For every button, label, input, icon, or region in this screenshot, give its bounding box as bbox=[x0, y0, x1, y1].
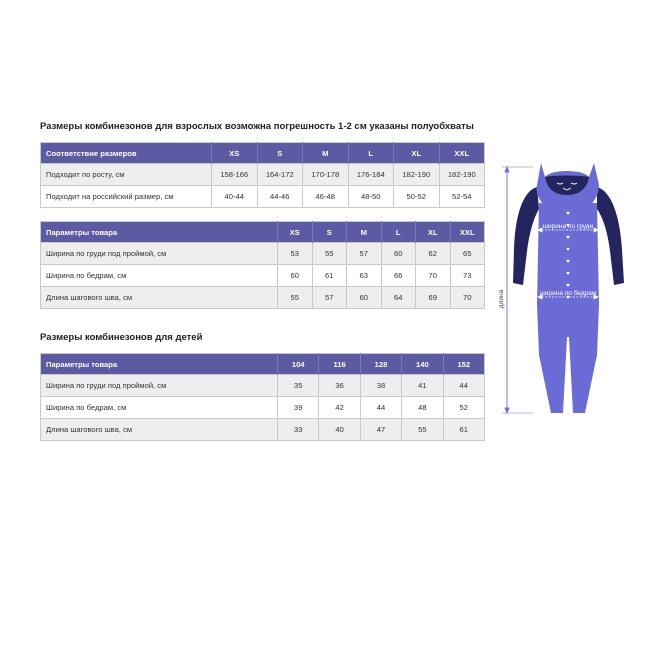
table-cell: 48 bbox=[402, 397, 443, 419]
table-cell: 50-52 bbox=[394, 186, 440, 208]
table-cell: 63 bbox=[347, 265, 382, 287]
adult-params-size-header: XS bbox=[278, 222, 313, 243]
kids-params-table bbox=[40, 353, 485, 441]
table-row bbox=[41, 397, 485, 419]
table-cell: 48-50 bbox=[348, 186, 394, 208]
table-cell: 61 bbox=[443, 419, 484, 441]
row-label: Подходит по росту, см bbox=[41, 164, 212, 186]
row-label: Ширина по бедрам, см bbox=[41, 397, 278, 419]
kids-params-size-header: 128 bbox=[360, 354, 401, 375]
table-cell: 182-190 bbox=[439, 164, 485, 186]
adult-params-table bbox=[40, 221, 485, 309]
left-sleeve bbox=[513, 187, 539, 285]
table-cell: 62 bbox=[416, 243, 451, 265]
adult-corr-header-label: Соответствие размеров bbox=[41, 143, 212, 164]
row-label: Ширина по груди под проймой, см bbox=[41, 243, 278, 265]
table-cell: 73 bbox=[450, 265, 485, 287]
table-cell: 38 bbox=[360, 375, 401, 397]
table-row bbox=[41, 265, 485, 287]
adult-title: Размеры комбинезонов для взрослых возможна погрешность 1-2 см указаны полуобхваты bbox=[40, 121, 474, 132]
hips-label: ширина по бедрам bbox=[539, 290, 597, 297]
table-cell: 182-190 bbox=[394, 164, 440, 186]
adult-corr-size-header: XS bbox=[212, 143, 258, 164]
adult-params-size-header: S bbox=[312, 222, 347, 243]
table-cell: 158-166 bbox=[212, 164, 258, 186]
row-label: Длина шагового шва, см bbox=[41, 287, 278, 309]
row-label: Ширина по груди под проймой, см bbox=[41, 375, 278, 397]
table-cell: 40-44 bbox=[212, 186, 258, 208]
adult-correspondence-table bbox=[40, 142, 485, 208]
table-row bbox=[41, 287, 485, 309]
table-cell: 55 bbox=[312, 243, 347, 265]
row-label: Длина шагового шва, см bbox=[41, 419, 278, 441]
table-cell: 52 bbox=[443, 397, 484, 419]
right-sleeve bbox=[597, 187, 624, 285]
table-cell: 44-46 bbox=[257, 186, 303, 208]
kids-params-size-header: 140 bbox=[402, 354, 443, 375]
table-row bbox=[41, 375, 485, 397]
table-cell: 170-178 bbox=[303, 164, 349, 186]
row-label: Ширина по бедрам, см bbox=[41, 265, 278, 287]
kids-params-size-header: 104 bbox=[278, 354, 319, 375]
kids-params-size-header: 152 bbox=[443, 354, 484, 375]
table-cell: 164-172 bbox=[257, 164, 303, 186]
table-cell: 44 bbox=[443, 375, 484, 397]
table-cell: 70 bbox=[450, 287, 485, 309]
table-cell: 53 bbox=[278, 243, 313, 265]
table-cell: 41 bbox=[402, 375, 443, 397]
adult-params-size-header: XXL bbox=[450, 222, 485, 243]
adult-params-size-header: XL bbox=[416, 222, 451, 243]
length-label: длина bbox=[498, 289, 505, 309]
table-cell: 60 bbox=[347, 287, 382, 309]
table-cell: 39 bbox=[278, 397, 319, 419]
table-cell: 52-54 bbox=[439, 186, 485, 208]
table-cell: 55 bbox=[402, 419, 443, 441]
row-label: Подходит на российский размер, см bbox=[41, 186, 212, 208]
adult-params-size-header: L bbox=[381, 222, 416, 243]
table-cell: 60 bbox=[381, 243, 416, 265]
adult-corr-size-header: XXL bbox=[439, 143, 485, 164]
adult-params-header-label: Параметры товара bbox=[41, 222, 278, 243]
adult-corr-size-header: M bbox=[303, 143, 349, 164]
table-row bbox=[41, 419, 485, 441]
table-cell: 57 bbox=[347, 243, 382, 265]
table-cell: 40 bbox=[319, 419, 360, 441]
table-cell: 69 bbox=[416, 287, 451, 309]
table-row bbox=[41, 243, 485, 265]
kids-params-header-label: Параметры товара bbox=[41, 354, 278, 375]
adult-corr-size-header: L bbox=[348, 143, 394, 164]
table-cell: 47 bbox=[360, 419, 401, 441]
table-cell: 44 bbox=[360, 397, 401, 419]
table-cell: 42 bbox=[319, 397, 360, 419]
cat-onesie-icon bbox=[493, 155, 643, 425]
kids-title: Размеры комбинезонов для детей bbox=[40, 332, 203, 343]
table-cell: 66 bbox=[381, 265, 416, 287]
chest-label: ширина по груди bbox=[542, 223, 594, 230]
adult-params-size-header: M bbox=[347, 222, 382, 243]
table-cell: 176-184 bbox=[348, 164, 394, 186]
kids-params-size-header: 116 bbox=[319, 354, 360, 375]
table-cell: 60 bbox=[278, 265, 313, 287]
table-cell: 65 bbox=[450, 243, 485, 265]
table-cell: 55 bbox=[278, 287, 313, 309]
table-cell: 64 bbox=[381, 287, 416, 309]
table-cell: 70 bbox=[416, 265, 451, 287]
table-row bbox=[41, 186, 485, 208]
body bbox=[537, 203, 599, 413]
table-cell: 61 bbox=[312, 265, 347, 287]
table-cell: 36 bbox=[319, 375, 360, 397]
adult-corr-size-header: XL bbox=[394, 143, 440, 164]
table-cell: 33 bbox=[278, 419, 319, 441]
table-cell: 35 bbox=[278, 375, 319, 397]
adult-corr-size-header: S bbox=[257, 143, 303, 164]
table-cell: 46-48 bbox=[303, 186, 349, 208]
table-row bbox=[41, 164, 485, 186]
table-cell: 57 bbox=[312, 287, 347, 309]
